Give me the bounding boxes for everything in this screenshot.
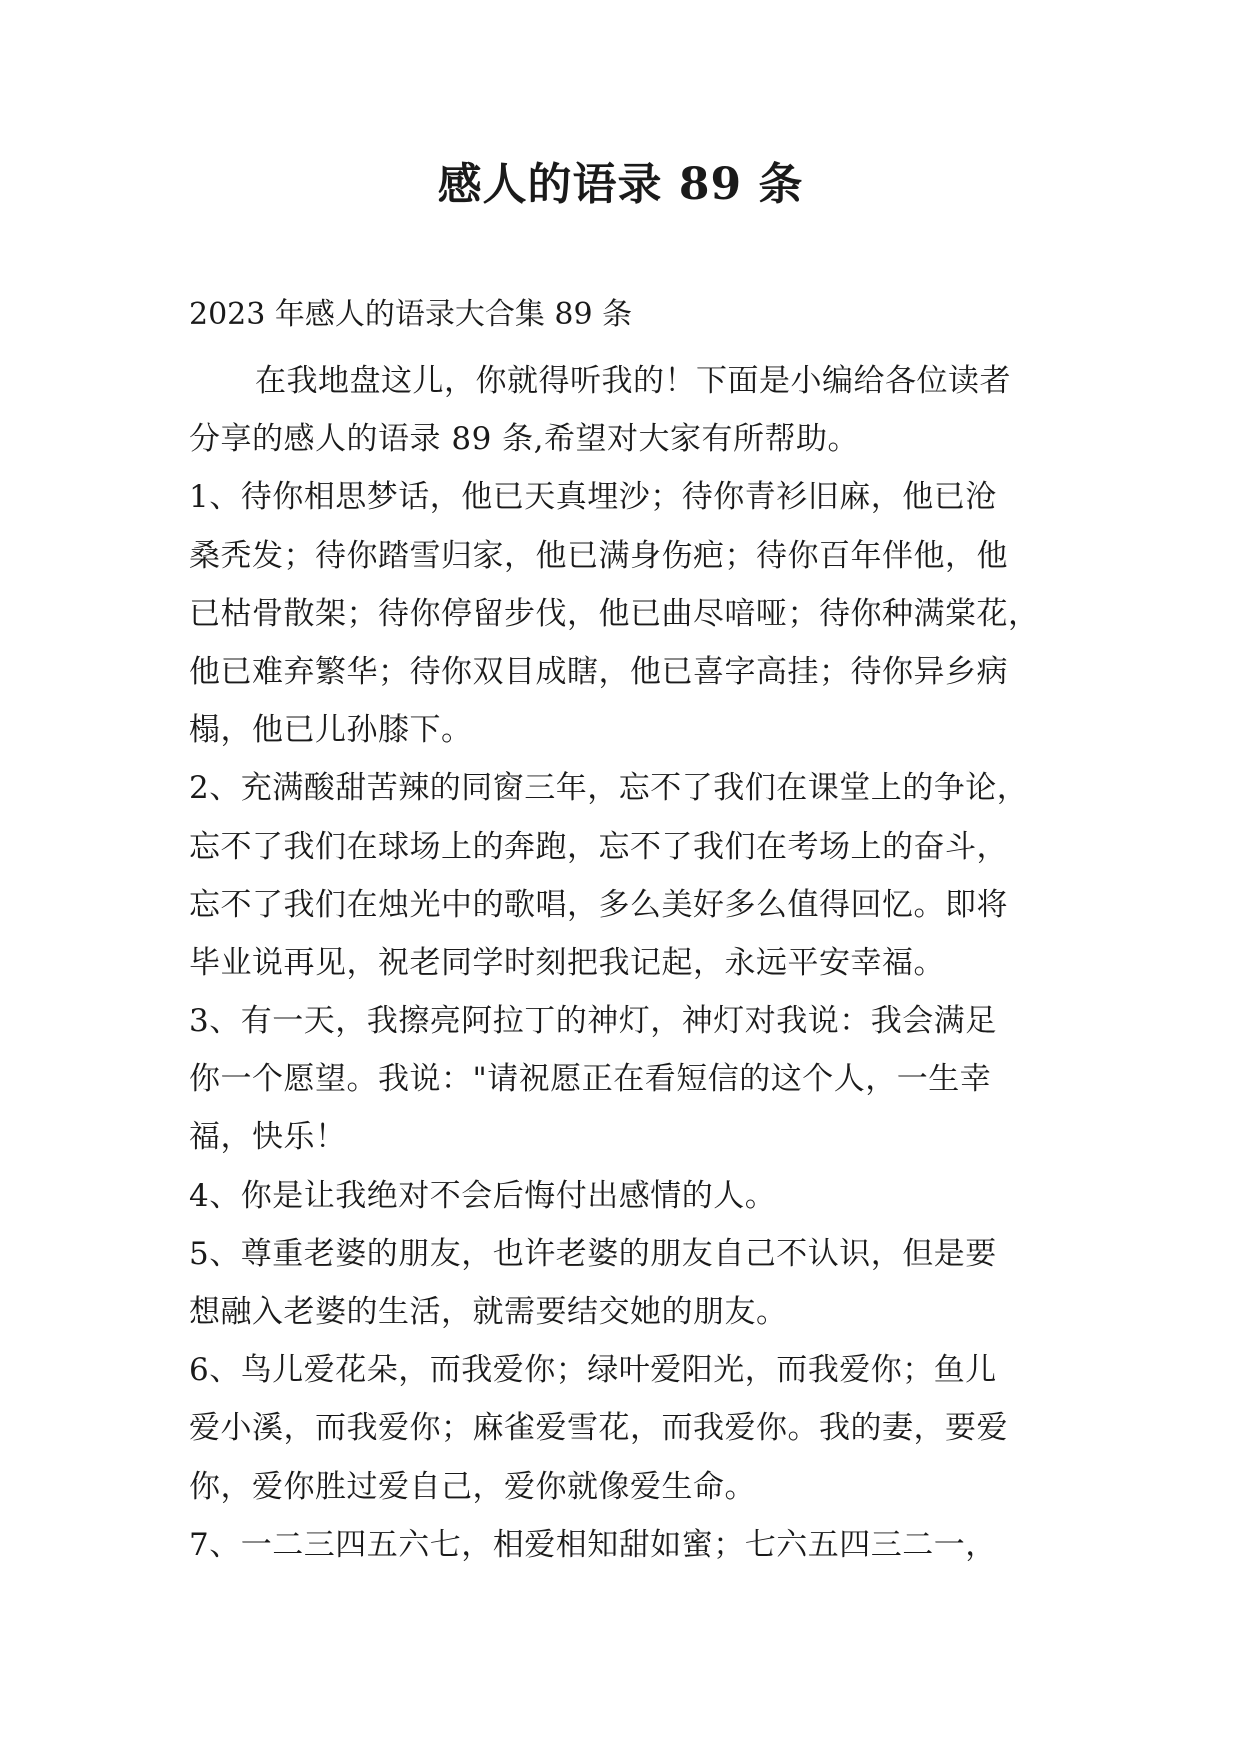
quote-1-line-2: 桑秃发；待你踏雪归家，他已满身伤疤；待你百年伴他，他 [189,537,1008,574]
document-subtitle: 2023 年感人的语录大合集 89 条 [189,297,633,332]
document-title: 感人的语录 89 条 [437,159,804,210]
document-body [189,352,1053,1574]
quote-1-line-3: 已枯骨散架；待你停留步伐，他已曲尽喑哑；待你种满棠花， [189,595,1040,632]
quote-2-line-3: 忘不了我们在烛光中的歌唱，多么美好多么值得回忆。即将 [189,886,1008,923]
quote-3-line-2: 你一个愿望。我说："请祝愿正在看短信的这个人，一生幸 [189,1061,992,1098]
quote-6-line-3: 你，爱你胜过爱自己，爱你就像爱生命。 [189,1468,756,1505]
quote-6-line-2: 爱小溪，而我爱你；麻雀爱雪花，而我爱你。我的妻，要爱 [189,1410,1008,1447]
quote-5-line-1: 5、尊重老婆的朋友，也许老婆的朋友自己不认识，但是要 [189,1235,997,1272]
quote-1-line-1: 1、待你相思梦话，他已天真埋沙；待你青衫旧麻，他已沧 [189,479,997,516]
intro-line-1: 在我地盘这儿，你就得听我的！下面是小编给各位读者 [255,363,1011,399]
intro-line-2: 分享的感人的语录 89 条,希望对大家有所帮助。 [189,421,860,458]
quote-5-line-2: 想融入老婆的生活，就需要结交她的朋友。 [189,1294,788,1330]
quote-1-line-4: 他已难弃繁华；待你双目成瞎，他已喜字高挂；待你异乡病 [189,653,1008,690]
quote-4-line-1: 4、你是让我绝对不会后悔付出感情的人。 [189,1177,777,1214]
quote-2-line-2: 忘不了我们在球场上的奔跑，忘不了我们在考场上的奋斗， [189,828,1008,865]
quote-3-line-1: 3、有一天，我擦亮阿拉丁的神灯，神灯对我说：我会满足 [189,1003,997,1040]
quote-1-line-5: 榻，他已儿孙膝下。 [189,712,473,749]
quote-3-line-3: 福，快乐！ [189,1119,347,1156]
quote-6-line-1: 6、鸟儿爱花朵，而我爱你；绿叶爱阳光，而我爱你；鱼儿 [189,1352,997,1389]
quote-2-line-1: 2、充满酸甜苦辣的同窗三年，忘不了我们在课堂上的争论， [189,770,1029,807]
quote-2-line-4: 毕业说再见，祝老同学时刻把我记起，永远平安幸福。 [189,944,945,981]
quote-7-line-1: 7、一二三四五六七，相爱相知甜如蜜；七六五四三二一， [189,1526,997,1563]
